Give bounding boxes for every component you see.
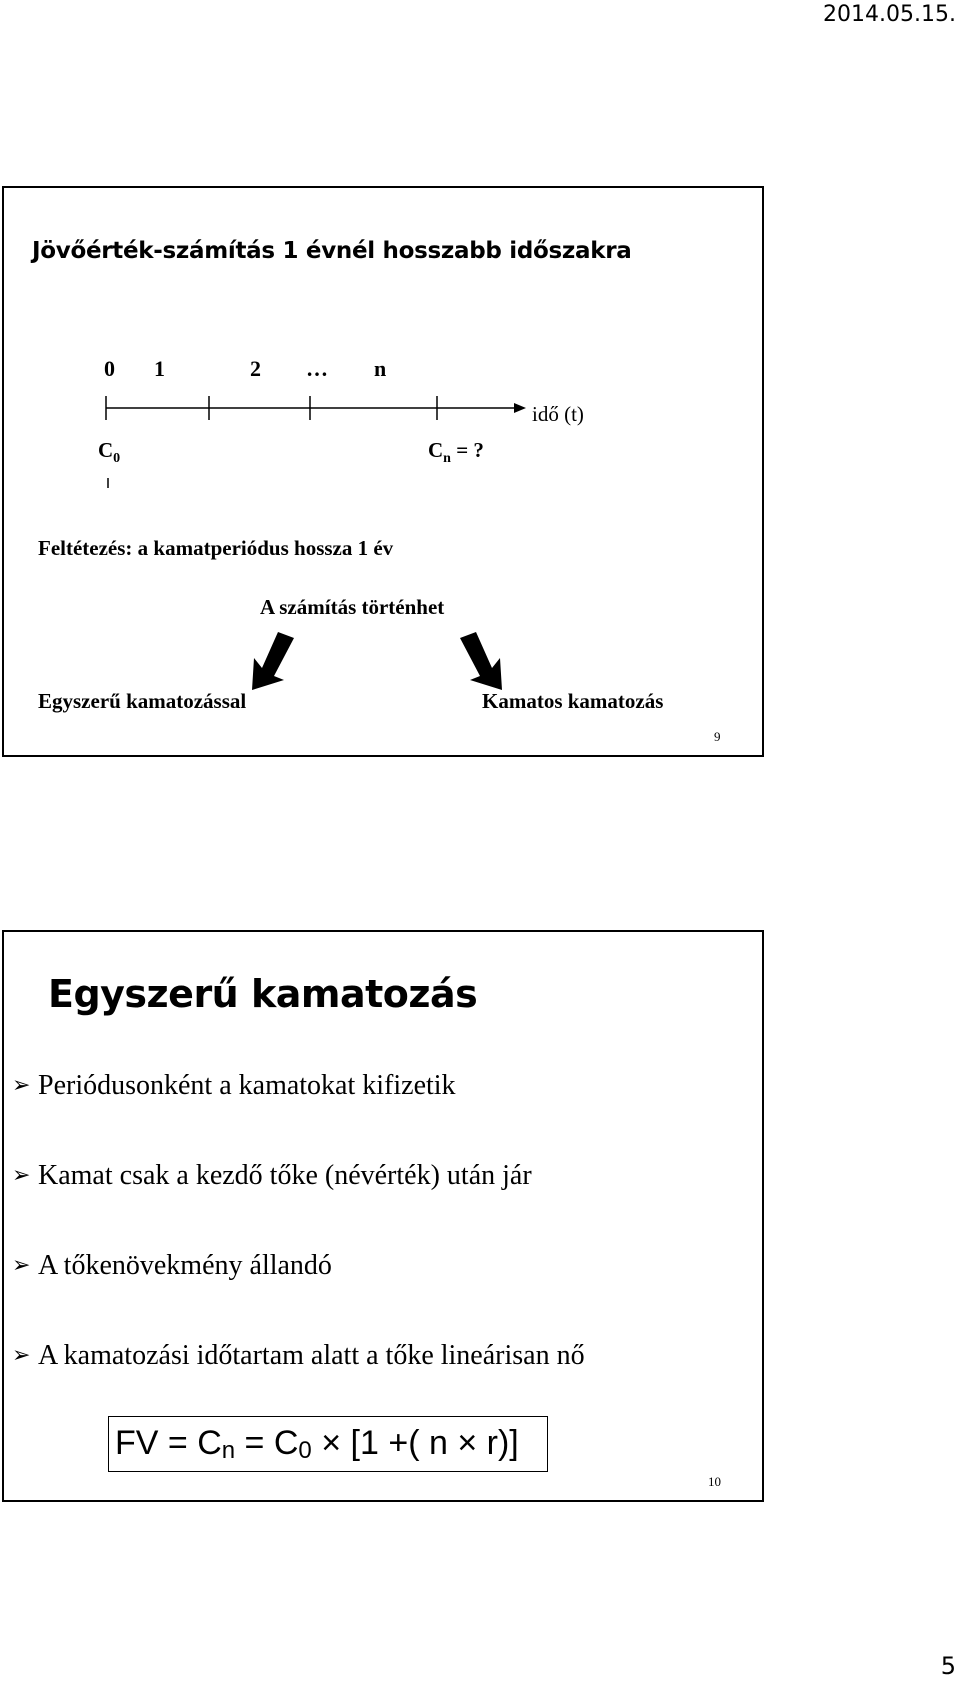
bullet-arrow-icon: ➢ (12, 1342, 31, 1367)
tick-label-1: 1 (154, 356, 165, 381)
bullet-item: ➢ A kamatozási időtartam alatt a tőke lineárisan nő (12, 1340, 585, 1371)
option-simple-interest: Egyszerű kamatozással (38, 689, 247, 713)
tick-label-2: 2 (250, 356, 261, 381)
present-value-label: $C_0$ (98, 438, 121, 467)
timeline-arrowhead (514, 403, 526, 413)
slide-title: Jövőérték-számítás 1 évnél hosszabb időszakra (32, 238, 632, 264)
future-value-formula: FV = $C_n = C_0 \times [1$ +( n × r)] (108, 1416, 548, 1472)
slide-number: 10 (708, 1474, 721, 1489)
tick-label-n: n (374, 356, 387, 381)
slide-10 (2, 930, 764, 1502)
arrow-down-right-icon (450, 630, 510, 694)
assumption-text: Feltétezés: a kamatperiódus hossza 1 év (38, 536, 394, 560)
slide-title: Egyszerű kamatozás (48, 972, 478, 1016)
bullet-item: ➢ Periódusonként a kamatokat kifizetik (12, 1070, 456, 1101)
bullet-arrow-icon: ➢ (12, 1162, 31, 1187)
option-compound-interest: Kamatos kamatozás (482, 689, 664, 713)
bullet-item: ➢ A tőkenövekmény állandó (12, 1250, 332, 1281)
print-date: 2014.05.15. (823, 2, 956, 27)
tick-label-ellipsis: … (306, 356, 328, 381)
tick-label-0: 0 (104, 356, 115, 381)
axis-label-time: idő (t) (532, 402, 584, 426)
branch-heading: A számítás történhet (260, 595, 445, 619)
bullet-item: ➢ Kamat csak a kezdő tőke (névérték) után jár (12, 1160, 532, 1191)
slide-number: 9 (714, 729, 721, 744)
bullet-arrow-icon: ➢ (12, 1072, 31, 1097)
arrow-down-left-icon (244, 630, 304, 694)
bullet-arrow-icon: ➢ (12, 1252, 31, 1277)
slide-9 (2, 186, 764, 757)
page-number: 5 (940, 1652, 956, 1680)
future-value-label: $C_n$ = ? (428, 438, 484, 467)
